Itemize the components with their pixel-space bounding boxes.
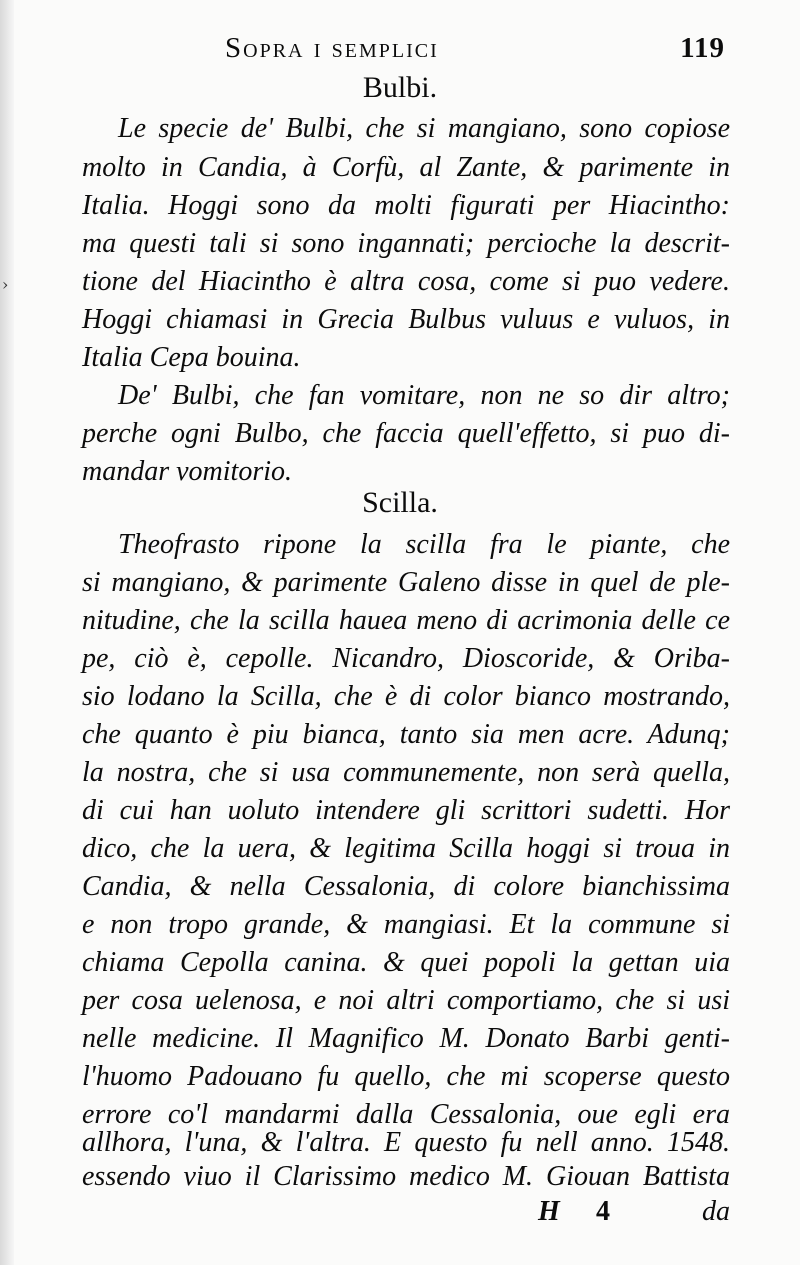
page-gutter-shadow [0,0,14,1265]
text-line: mandar vomitorio. [82,456,292,487]
text-line: di cui han uoluto intendere gli scrittori sudetti. Hor [82,795,730,826]
text-line: Theofrasto ripone la scilla fra le piante, che [118,529,730,560]
text-line: tione del Hiacintho è altra cosa, come si puo vedere. [82,266,730,297]
page-number: 119 [680,32,725,64]
text-line: Italia. Hoggi sono da molti figurati per Hiacintho: [82,190,730,221]
text-line: essendo viuo il Clarissimo medico M. Giouan Battista [82,1161,730,1192]
text-line: l'huomo Padouano fu quello, che mi scoperse questo [82,1061,730,1092]
signature-mark: H [538,1196,560,1227]
text-line: per cosa uelenosa, e noi altri comportiamo, che si usi [82,985,730,1016]
text-line: sio lodano la Scilla, che è di color bianco mostrando, [82,681,730,712]
text-line: Hoggi chiamasi in Grecia Bulbus vuluus e vuluos, in [82,304,730,335]
text-line: allhora, l'una, & l'altra. E questo fu nell anno. 1548. [82,1127,730,1158]
text-line: molto in Candia, à Corfù, al Zante, & parimente in [82,152,730,183]
signature-number: 4 [596,1196,610,1227]
text-line: Italia Cepa bouina. [82,342,301,373]
text-line: e non tropo grande, & mangiasi. Et la commune si [82,909,730,940]
text-line: si mangiano, & parimente Galeno disse in quel de ple- [82,567,730,598]
text-line: dico, che la uera, & legitima Scilla hoggi si troua in [82,833,730,864]
text-line: errore co'l mandarmi dalla Cessalonia, oue egli era [82,1099,730,1130]
running-head [205,32,725,72]
text-line: perche ogni Bulbo, che faccia quell'effetto, si puo di- [82,418,730,449]
text-line: ma questi tali si sono ingannati; percioche la descrit- [82,228,730,259]
page-footer [530,1196,730,1230]
text-line: chiama Cepolla canina. & quei popoli la gettan uia [82,947,730,978]
text-line: Candia, & nella Cessalonia, di colore bianchissima [82,871,730,902]
text-line: Le specie de' Bulbi, che si mangiano, sono copiose [118,113,730,144]
text-line: la nostra, che si usa communemente, non serà quella, [82,757,730,788]
section-heading-scilla: Scilla. [362,486,438,519]
margin-arrow-icon: › [2,275,9,294]
text-line: che quanto è piu bianca, tanto sia men acre. Adunq; [82,719,730,750]
text-line: De' Bulbi, che fan vomitare, non ne so dir altro; [118,380,730,411]
text-line: nelle medicine. Il Magnifico M. Donato Barbi genti- [82,1023,730,1054]
text-line: nitudine, che la scilla hauea meno di acrimonia delle ce [82,605,730,636]
running-head-title: Sopra i semplici [225,32,439,64]
catchword: da [702,1196,730,1227]
text-line: pe, ciò è, cepolle. Nicandro, Dioscoride, & Oriba- [82,643,730,674]
section-heading-bulbi: Bulbi. [362,71,438,104]
